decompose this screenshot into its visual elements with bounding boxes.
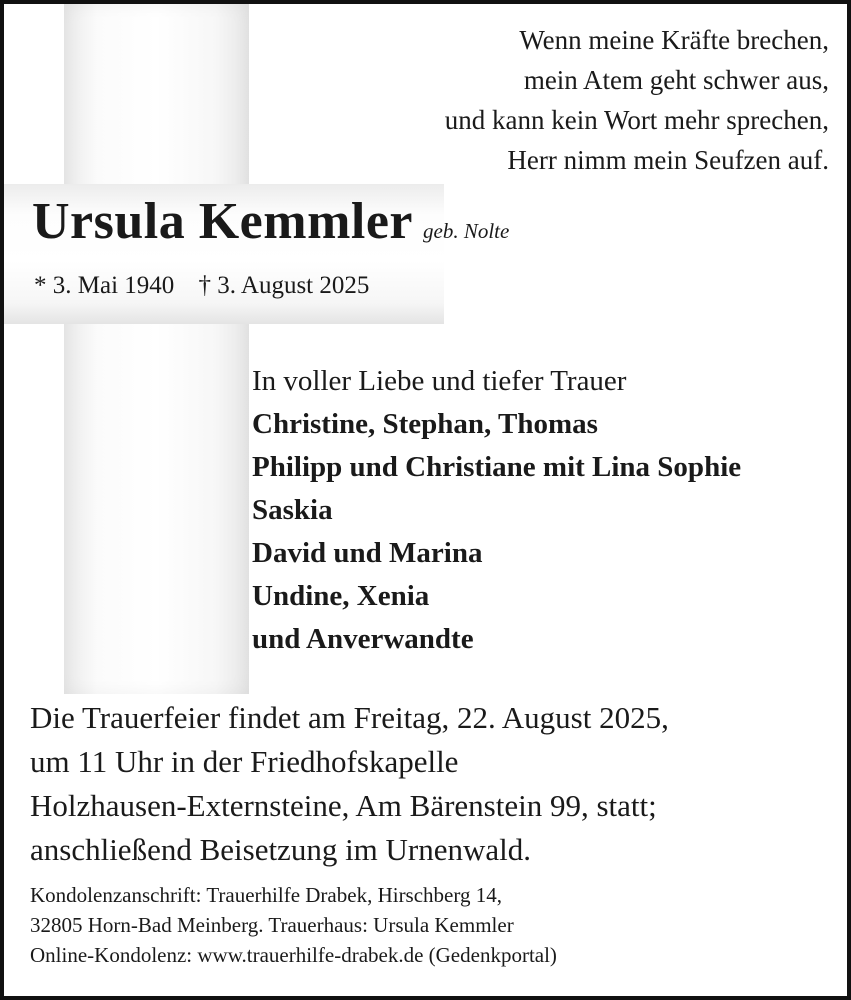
- verse-line: Herr nimm mein Seufzen auf.: [507, 145, 829, 175]
- deceased-name: Ursula Kemmler: [32, 193, 414, 250]
- mourner-line: und Anverwandte: [252, 623, 474, 655]
- footer-line: 32805 Horn-Bad Meinberg. Trauerhaus: Ursula Kemmler: [30, 913, 514, 937]
- service-info: [30, 696, 669, 872]
- death-date: † 3. August 2025: [198, 272, 370, 299]
- mourner-line: Undine, Xenia: [252, 580, 430, 612]
- cross-vertical-beam: [64, 4, 249, 694]
- mourner-line: David und Marina: [252, 537, 483, 569]
- verse-line: mein Atem geht schwer aus,: [523, 65, 829, 95]
- mourner-line: Christine, Stephan, Thomas: [252, 408, 598, 440]
- footer-line: Kondolenzanschrift: Trauerhilfe Drabek, Hirschberg 14,: [30, 883, 502, 907]
- service-line: Holzhausen-Externsteine, Am Bärenstein 99, statt;: [30, 788, 657, 823]
- life-dates: [34, 272, 369, 300]
- footer-line: Online-Kondolenz: www.trauerhilfe-drabek.de (Gedenkportal): [30, 943, 557, 967]
- service-line: um 11 Uhr in der Friedhofskapelle: [30, 744, 459, 779]
- maiden-name: geb. Nolte: [423, 219, 510, 243]
- mourner-line: Philipp und Christiane mit Lina Sophie: [252, 451, 742, 483]
- verse-line: Wenn meine Kräfte brechen,: [519, 25, 829, 55]
- birth-date: * 3. Mai 1940: [34, 272, 175, 299]
- condolence-info: [30, 880, 557, 970]
- mourners-intro: In voller Liebe und tiefer Trauer: [252, 365, 627, 397]
- service-line: anschließend Beisetzung im Urnenwald.: [30, 832, 532, 867]
- service-line: Die Trauerfeier findet am Freitag, 22. August 2025,: [30, 700, 669, 735]
- deceased-name-row: [32, 192, 509, 251]
- verse: [269, 20, 829, 180]
- mourners-block: [252, 360, 741, 661]
- mourner-line: Saskia: [252, 494, 333, 526]
- verse-line: und kann kein Wort mehr sprechen,: [444, 105, 829, 135]
